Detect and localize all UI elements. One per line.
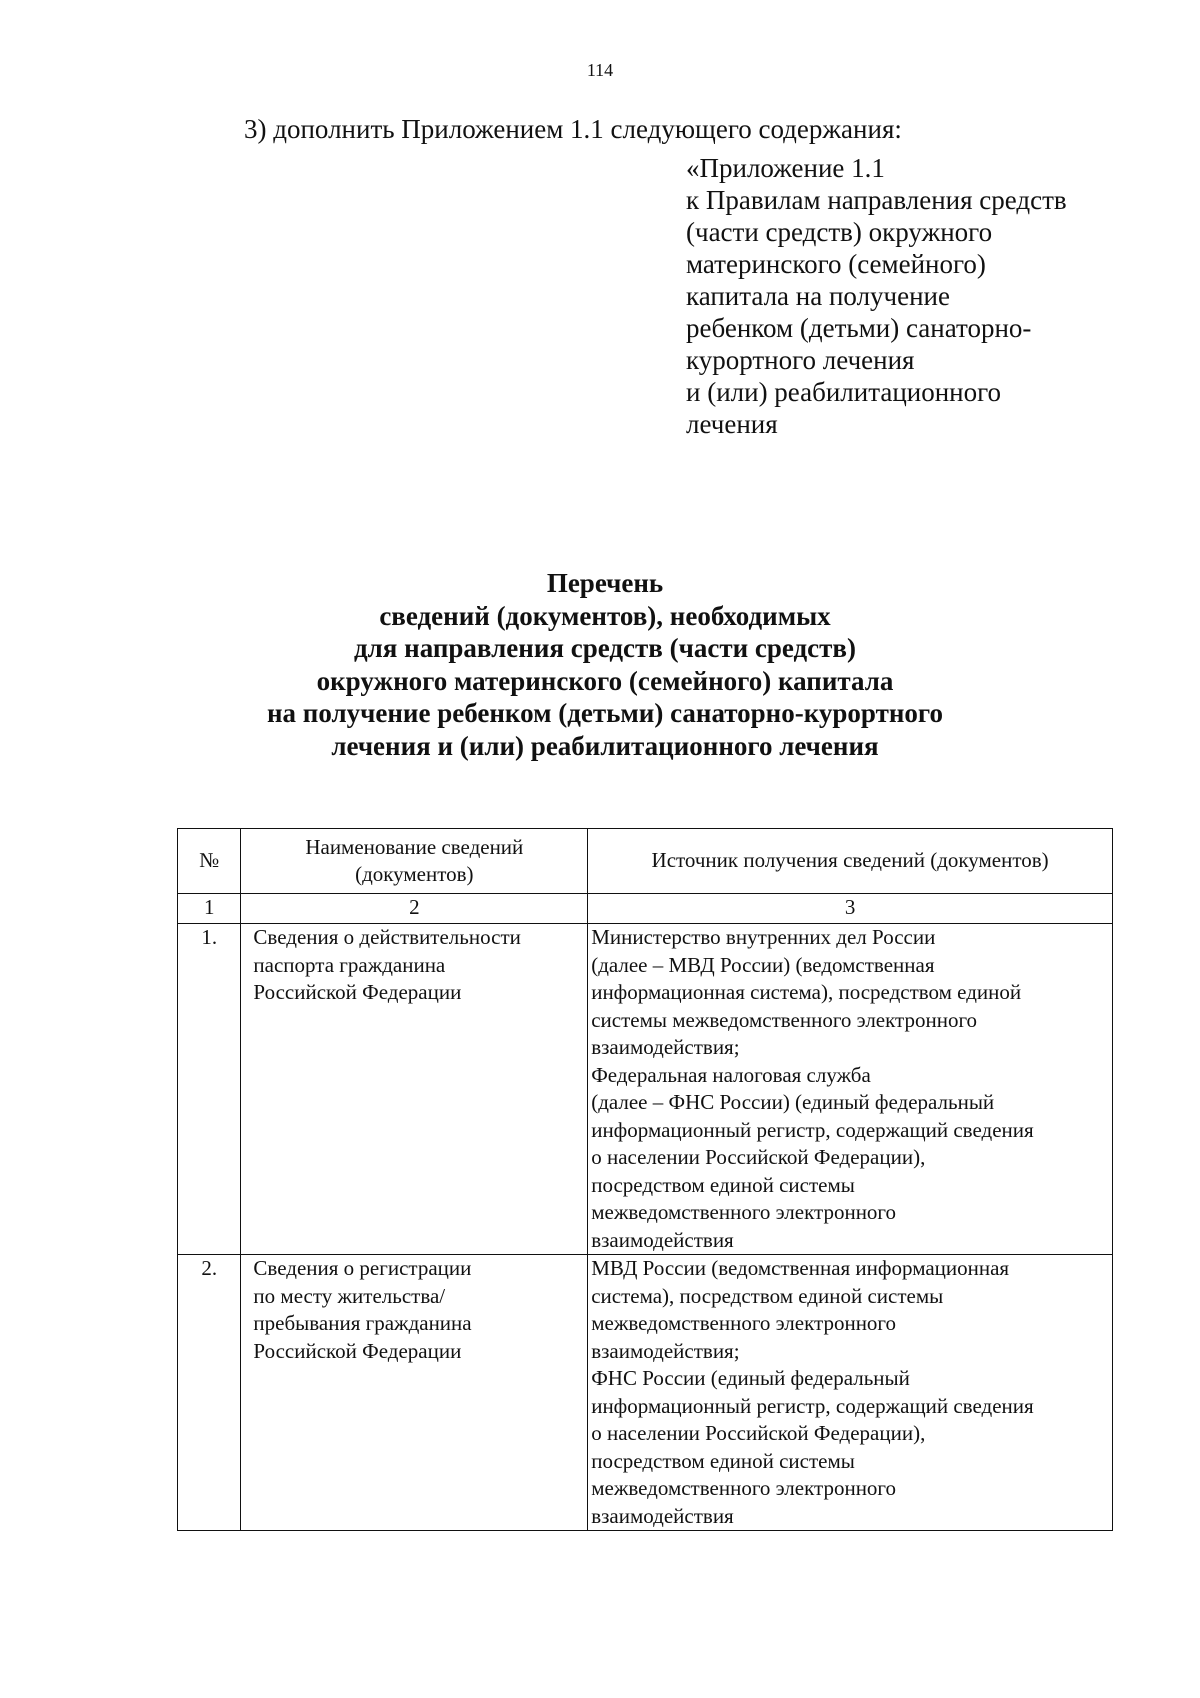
appendix-caption-line: лечения	[686, 409, 778, 439]
row-name-line: пребывания гражданина	[253, 1311, 472, 1335]
title-line: для направления средств (части средств)	[353, 633, 856, 663]
row-source-line: о населении Российской Федерации),	[591, 1145, 926, 1169]
row-source-line: взаимодействия;	[591, 1338, 740, 1363]
row-source-line: посредством единой системы	[591, 1172, 855, 1197]
row-name	[241, 924, 588, 1255]
row-source-line: МВД России (ведомственная информационная	[591, 1256, 1010, 1280]
appendix-caption-line: материнского (семейного)	[686, 249, 986, 279]
row-source	[588, 1255, 1113, 1531]
row-source-line: Федеральная налоговая служба	[591, 1062, 871, 1087]
appendix-caption-line: и (или) реабилитационного	[686, 377, 1002, 407]
column-number: 1	[178, 894, 241, 924]
row-name-line: Сведения о действительности	[253, 925, 521, 949]
row-source-line: системы межведомственного электронного	[591, 1007, 978, 1032]
title-line: сведений (документов), необходимых	[379, 600, 831, 631]
row-source-line: взаимодействия	[591, 1503, 734, 1528]
row-source-line: взаимодействия	[591, 1227, 734, 1252]
row-name-line: паспорта гражданина	[253, 952, 446, 977]
row-source-line: о населении Российской Федерации),	[591, 1421, 926, 1445]
column-number: 3	[588, 894, 1113, 924]
appendix-caption-line: «Приложение 1.1	[686, 153, 885, 183]
appendix-caption	[686, 152, 1126, 440]
column-numbers-row	[178, 894, 1113, 924]
documents-table	[177, 828, 1113, 1531]
table-header-row	[178, 829, 1113, 894]
header-num: №	[178, 829, 241, 894]
row-source	[588, 924, 1113, 1255]
appendix-caption-line: к Правилам направления средств	[686, 185, 1067, 215]
intro-text: 3) дополнить Приложением 1.1 следующего содержания:	[244, 114, 902, 144]
row-source-line: межведомственного электронного	[591, 1311, 897, 1335]
row-source-line: взаимодействия;	[591, 1035, 740, 1059]
row-name-line: Российской Федерации	[253, 980, 462, 1004]
header-name	[241, 829, 588, 894]
row-name-line: Российской Федерации	[253, 1338, 462, 1363]
row-source-line: информационная система), посредством единой	[591, 980, 1022, 1004]
row-source-line: Министерство внутренних дел России	[591, 925, 936, 949]
appendix-caption-line: капитала на получение	[686, 281, 950, 311]
title-line: на получение ребенком (детьми) санаторно-курортного	[267, 698, 943, 728]
row-source-line: посредством единой системы	[591, 1448, 855, 1473]
header-name-line: Наименование сведений	[305, 834, 524, 859]
document-title	[180, 567, 1030, 762]
row-number: 2.	[178, 1255, 241, 1531]
appendix-caption-line: (части средств) окружного	[686, 217, 993, 247]
title-line: лечения и (или) реабилитационного лечения	[331, 730, 879, 761]
row-source-line: межведомственного электронного	[591, 1476, 897, 1500]
column-number: 2	[241, 894, 588, 924]
row-name-line: по месту жительства/	[253, 1283, 446, 1308]
header-name-line: (документов)	[355, 862, 474, 886]
row-source-line: (далее – ФНС России) (единый федеральный	[591, 1090, 995, 1114]
row-number: 1.	[178, 924, 241, 1255]
table-row	[178, 1255, 1113, 1531]
appendix-caption-line: ребенком (детьми) санаторно-	[686, 313, 1032, 343]
row-source-line: ФНС России (единый федеральный	[591, 1366, 910, 1390]
page-number: 114	[586, 60, 614, 80]
title-line: окружного материнского (семейного) капитала	[316, 665, 894, 696]
row-source-line: информационный регистр, содержащий сведения	[591, 1393, 1034, 1418]
title-line: Перечень	[546, 568, 664, 598]
row-source-line: межведомственного электронного	[591, 1200, 897, 1224]
row-name	[241, 1255, 588, 1531]
table-row	[178, 924, 1113, 1255]
row-name-line: Сведения о регистрации	[253, 1256, 472, 1280]
row-source-line: (далее – МВД России) (ведомственная	[591, 952, 935, 977]
row-source-line: информационный регистр, содержащий сведения	[591, 1117, 1034, 1142]
row-source-line: система), посредством единой системы	[591, 1283, 944, 1308]
header-source: Источник получения сведений (документов)	[588, 829, 1113, 894]
appendix-caption-line: курортного лечения	[686, 345, 915, 375]
